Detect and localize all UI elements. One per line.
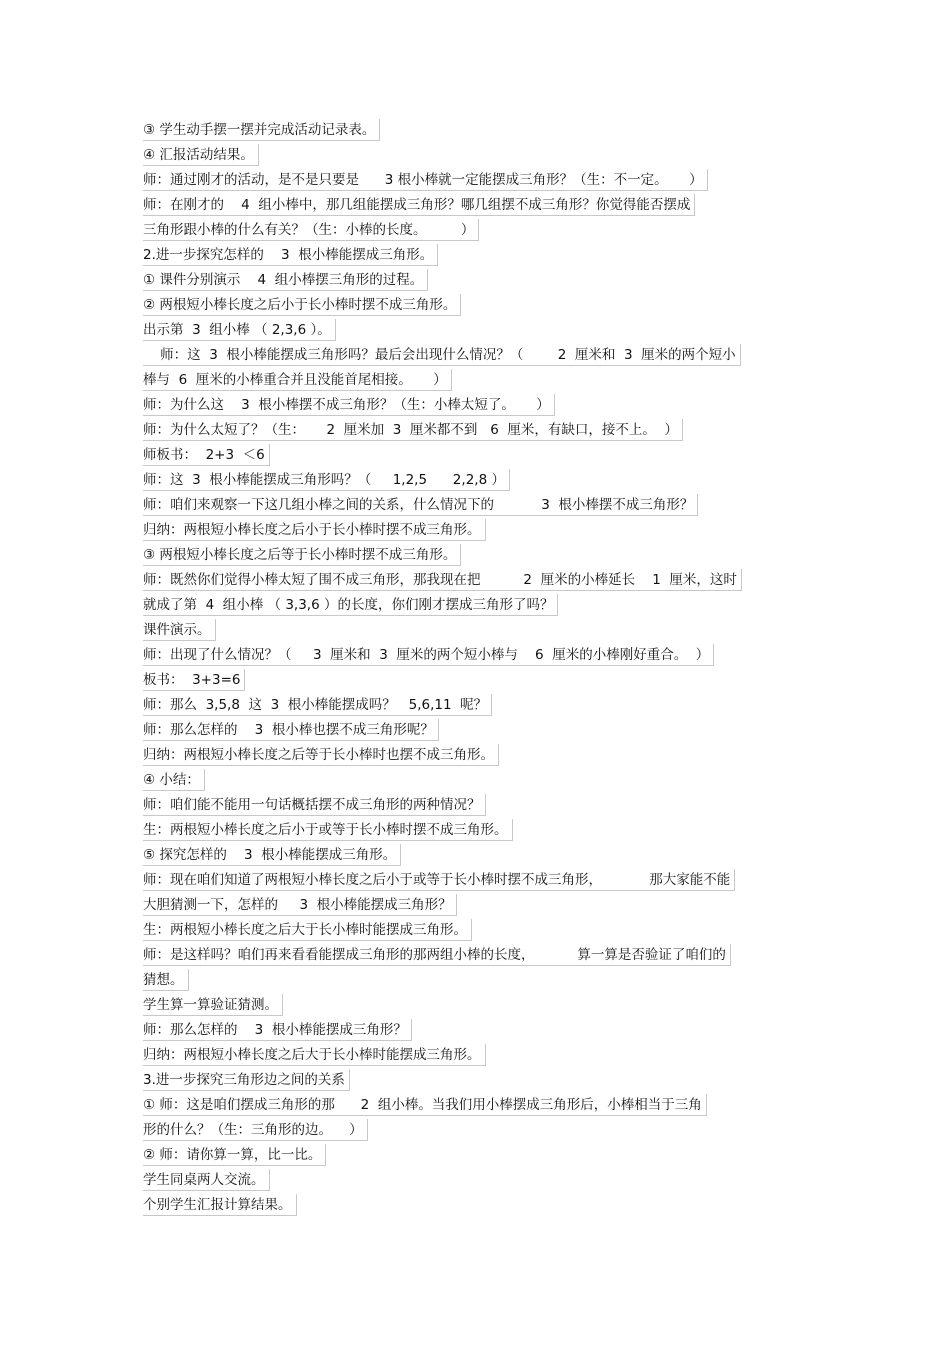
text-line: ④ 小结： [143, 769, 205, 791]
text-line: 形的什么？（生：三角形的边。 ） [143, 1119, 368, 1141]
text-line: 师：为什么太短了？（生： 2 厘米加 3 厘米都不到 6 厘米，有缺口，接不上。 ） [143, 419, 683, 441]
text-line: ⑤ 探究怎样的 3 根小棒能摆成三角形。 [143, 844, 401, 866]
text-line: 棒与 6 厘米的小棒重合并且没能首尾相接。 ） [143, 369, 452, 391]
text-line: 三角形跟小棒的什么有关？（生：小棒的长度。 ） [143, 219, 479, 241]
text-line: 师：通过刚才的活动，是不是只要是 3 根小棒就一定能摆成三角形？（生：不一定。 ） [143, 169, 708, 191]
text-line: 师：既然你们觉得小棒太短了围不成三角形，那我现在把 2 厘米的小棒延长 1 厘米，这时 [143, 569, 742, 591]
text-line: 师：是这样吗？咱们再来看看能摆成三角形的那两组小棒的长度， 算一算是否验证了咱们的 [143, 944, 731, 966]
text-line: 师：那么怎样的 3 根小棒也摆不成三角形呢？ [143, 719, 439, 741]
text-line: 师：咱们来观察一下这几组小棒之间的关系，什么情况下的 3 根小棒摆不成三角形？ [143, 494, 698, 516]
text-line: 师：为什么这 3 根小棒摆不成三角形？（生：小棒太短了。 ） [143, 394, 555, 416]
text-line: 出示第 3 组小棒 （ 2,3,6 ）。 [143, 319, 336, 341]
text-line: 师板书： 2+3 ＜6 [143, 444, 270, 466]
text-line: 板书： 3+3=6 [143, 669, 245, 691]
text-line: 猜想。 [143, 969, 189, 991]
text-line: 师：出现了什么情况？（ 3 厘米和 3 厘米的两个短小棒与 6 厘米的小棒刚好重合。 ） [143, 644, 714, 666]
text-line: ④ 汇报活动结果。 [143, 144, 259, 166]
text-line: ③ 学生动手摆一摆并完成活动记录表。 [143, 119, 380, 141]
text-line: 学生同桌两人交流。 [143, 1169, 270, 1191]
text-line: 生：两根短小棒长度之后大于长小棒时能摆成三角形。 [143, 919, 472, 941]
text-line: 学生算一算验证猜测。 [143, 994, 283, 1016]
section-heading: 2.进一步探究怎样的 3 根小棒能摆成三角形。 [143, 244, 438, 266]
text-line: ③ 两根短小棒长度之后等于长小棒时摆不成三角形。 [143, 544, 461, 566]
text-line: 师：咱们能不能用一句话概括摆不成三角形的两种情况？ [143, 794, 486, 816]
text-line: 归纳：两根短小棒长度之后小于长小棒时摆不成三角形。 [143, 519, 486, 541]
text-line: ② 两根短小棒长度之后小于长小棒时摆不成三角形。 [143, 294, 461, 316]
text-line: 课件演示。 [143, 619, 216, 641]
text-line: 生：两根短小棒长度之后小于或等于长小棒时摆不成三角形。 [143, 819, 513, 841]
text-line: 归纳：两根短小棒长度之后等于长小棒时也摆不成三角形。 [143, 744, 499, 766]
text-line: 归纳：两根短小棒长度之后大于长小棒时能摆成三角形。 [143, 1044, 486, 1066]
text-line: 个别学生汇报计算结果。 [143, 1194, 297, 1216]
text-line: 师：那么怎样的 3 根小棒能摆成三角形？ [143, 1019, 412, 1041]
text-line: 师：现在咱们知道了两根短小棒长度之后小于或等于长小棒时摆不成三角形， 那大家能不能 [143, 869, 735, 891]
text-line: 师：在刚才的 4 组小棒中，那几组能摆成三角形？哪几组摆不成三角形？你觉得能否摆成 [143, 194, 695, 216]
section-heading: 3.进一步探究三角形边之间的关系 [143, 1069, 350, 1091]
text-line: 师：那么 3,5,8 这 3 根小棒能摆成吗？ 5,6,11 呢？ [143, 694, 492, 716]
text-line: 师：这 3 根小棒能摆成三角形吗？（ 1,2,5 2,2,8 ） [143, 469, 510, 491]
text-line: ② 师：请你算一算，比一比。 [143, 1144, 326, 1166]
text-line: 师：这 3 根小棒能摆成三角形吗？最后会出现什么情况？（ 2 厘米和 3 厘米的两个短小 [143, 344, 741, 366]
text-line: 大胆猜测一下，怎样的 3 根小棒能摆成三角形？ [143, 894, 457, 916]
text-line: 就成了第 4 组小棒 （ 3,3,6 ）的长度，你们刚才摆成三角形了吗？ [143, 594, 558, 616]
text-line: ① 师：这是咱们摆成三角形的那 2 组小棒。当我们用小棒摆成三角形后，小棒相当于三角 [143, 1094, 707, 1116]
text-line: ① 课件分别演示 4 组小棒摆三角形的过程。 [143, 269, 428, 291]
